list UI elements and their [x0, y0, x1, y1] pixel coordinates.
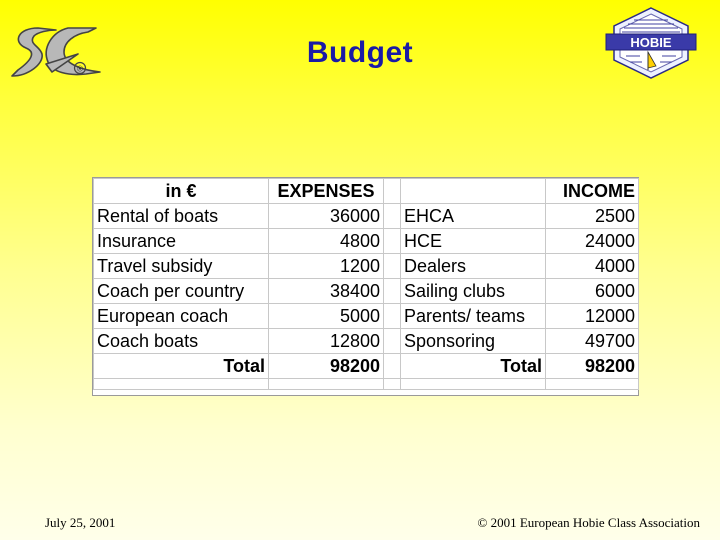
spacer-cell	[384, 304, 401, 329]
spacer-cell	[384, 229, 401, 254]
empty-cell	[401, 379, 546, 390]
expense-label: Travel subsidy	[94, 254, 269, 279]
hobie-badge-name: HOBIE	[630, 35, 672, 50]
table-header-row	[94, 179, 639, 204]
budget-table-container	[92, 177, 639, 396]
income-value: 4000	[546, 254, 639, 279]
expense-label: Coach boats	[94, 329, 269, 354]
expense-label: Rental of boats	[94, 204, 269, 229]
hobie-badge-icon	[604, 6, 698, 80]
unit-header: in €	[94, 179, 269, 204]
income-value: 49700	[546, 329, 639, 354]
income-value: 24000	[546, 229, 639, 254]
empty-cell	[384, 379, 401, 390]
income-value: 12000	[546, 304, 639, 329]
table-row	[94, 254, 639, 279]
expense-total-label: Total	[94, 354, 269, 379]
expense-label: Insurance	[94, 229, 269, 254]
footer-copyright: © 2001 European Hobie Class Association	[477, 515, 700, 530]
expense-value: 38400	[269, 279, 384, 304]
spacer-cell	[384, 254, 401, 279]
spacer-cell	[384, 329, 401, 354]
table-row	[94, 329, 639, 354]
expense-value: 36000	[269, 204, 384, 229]
income-label: Parents/ teams	[401, 304, 546, 329]
empty-row	[94, 379, 639, 390]
expense-value: 5000	[269, 304, 384, 329]
table-row	[94, 304, 639, 329]
income-header: INCOME	[546, 179, 639, 204]
empty-cell	[94, 379, 269, 390]
income-label: Dealers	[401, 254, 546, 279]
empty-header-cell	[401, 179, 546, 204]
registered-mark: ®	[77, 64, 83, 74]
spacer-cell	[384, 354, 401, 379]
slide-title: Budget	[306, 36, 414, 69]
spacer-cell	[384, 279, 401, 304]
income-total-label: Total	[401, 354, 546, 379]
expense-total-value: 98200	[269, 354, 384, 379]
income-value: 2500	[546, 204, 639, 229]
expense-value: 12800	[269, 329, 384, 354]
income-label: Sponsoring	[401, 329, 546, 354]
income-label: HCE	[401, 229, 546, 254]
table-row	[94, 204, 639, 229]
table-row	[94, 279, 639, 304]
expense-value: 1200	[269, 254, 384, 279]
income-label: Sailing clubs	[401, 279, 546, 304]
expense-label: European coach	[94, 304, 269, 329]
spacer-cell	[384, 179, 401, 204]
table-row	[94, 229, 639, 254]
expense-value: 4800	[269, 229, 384, 254]
expense-label: Coach per country	[94, 279, 269, 304]
hobie-badge-logo	[604, 6, 698, 80]
income-value: 6000	[546, 279, 639, 304]
empty-cell	[546, 379, 639, 390]
income-label: EHCA	[401, 204, 546, 229]
income-total-value: 98200	[546, 354, 639, 379]
expenses-header: EXPENSES	[269, 179, 384, 204]
spacer-cell	[384, 204, 401, 229]
footer-date: July 25, 2001	[45, 515, 116, 530]
budget-table	[93, 178, 639, 390]
empty-cell	[269, 379, 384, 390]
totals-row	[94, 354, 639, 379]
